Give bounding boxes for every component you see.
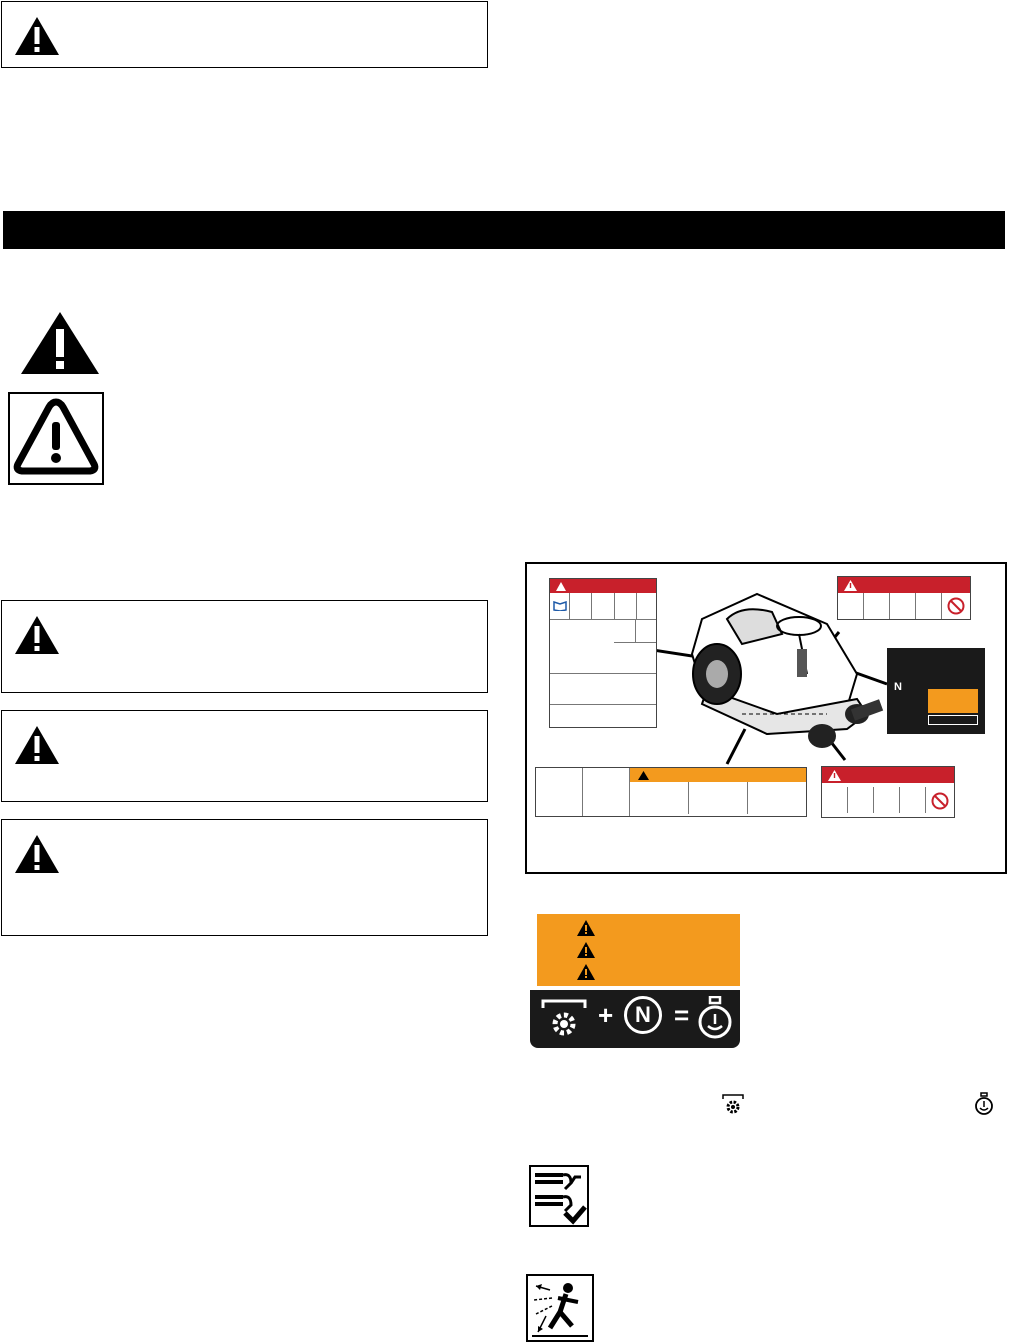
warning-triangle-icon	[14, 615, 60, 655]
plus-symbol: +	[598, 1000, 614, 1030]
blade-contact-icon	[536, 768, 583, 816]
engine-start-strip	[530, 990, 740, 1048]
slope-icon	[637, 593, 656, 619]
warning-panel	[537, 914, 740, 986]
neutral-letter: N	[894, 681, 902, 693]
thrown-objects-icon	[614, 620, 636, 642]
warning-triangle-icon	[10, 394, 102, 483]
section-header-bar	[3, 211, 1005, 249]
decal-control-panel	[887, 648, 985, 734]
slope-check-icon	[838, 593, 864, 619]
equals-symbol: =	[674, 1000, 690, 1030]
warning-triangle-icon	[844, 580, 857, 591]
neutral-letter: N	[635, 1002, 651, 1027]
decal-danger-top	[837, 576, 971, 620]
warning-triangle-icon	[577, 964, 595, 980]
danger-strip	[822, 767, 954, 783]
keep-away-icon	[570, 593, 592, 619]
warning-box-1	[1, 600, 488, 693]
decal-operator-instructions	[549, 578, 657, 728]
slope-icon	[592, 593, 614, 619]
warning-box-3	[1, 819, 488, 936]
warning-box-top	[1, 1, 488, 68]
warning-box-2	[1, 710, 488, 802]
thrown-objects-icon	[526, 1274, 594, 1342]
remove-key-icon	[900, 787, 926, 813]
safety-alert-symbol-box	[8, 392, 104, 485]
no-riders-icon	[926, 787, 954, 815]
danger-strip	[838, 577, 970, 593]
neutral-icon	[624, 996, 662, 1034]
no-riders-icon	[942, 593, 970, 619]
slope-icon	[615, 593, 637, 619]
decal-location-figure	[525, 562, 1007, 874]
slope-check-icon	[529, 1165, 589, 1227]
operator-manual-icon	[550, 593, 570, 619]
decal-danger-bottom	[821, 766, 955, 818]
discharge-chute-icon	[583, 768, 630, 816]
warning-triangle-icon	[556, 582, 566, 591]
warning-triangle-icon	[14, 725, 60, 765]
pto-gear-icon	[722, 1094, 744, 1116]
thrown-objects-icon	[864, 593, 890, 619]
decal-warning-blade	[535, 767, 807, 817]
warning-triangle-icon	[638, 771, 649, 780]
slope-icon	[636, 620, 656, 642]
safety-alert-icon	[20, 311, 100, 375]
remove-key-icon	[916, 593, 942, 619]
warning-strip	[630, 768, 806, 782]
keep-away-icon	[890, 593, 916, 619]
engine-start-icon	[974, 1092, 994, 1116]
engine-start-icon	[696, 996, 734, 1040]
slope-check-icon	[822, 787, 848, 813]
keep-away-icon	[874, 787, 900, 813]
warning-triangle-icon	[828, 770, 841, 781]
warning-triangle-icon	[14, 834, 60, 874]
mini-engine-start-strip	[928, 715, 978, 725]
warning-triangle-icon	[577, 942, 595, 958]
mini-warning-panel	[928, 689, 978, 713]
thrown-objects-icon	[848, 787, 874, 813]
danger-strip	[550, 579, 656, 593]
pto-gear-icon	[540, 998, 588, 1040]
warning-triangle-icon	[14, 16, 60, 56]
warning-triangle-icon	[577, 920, 595, 936]
engine-start-decal	[530, 914, 740, 1048]
